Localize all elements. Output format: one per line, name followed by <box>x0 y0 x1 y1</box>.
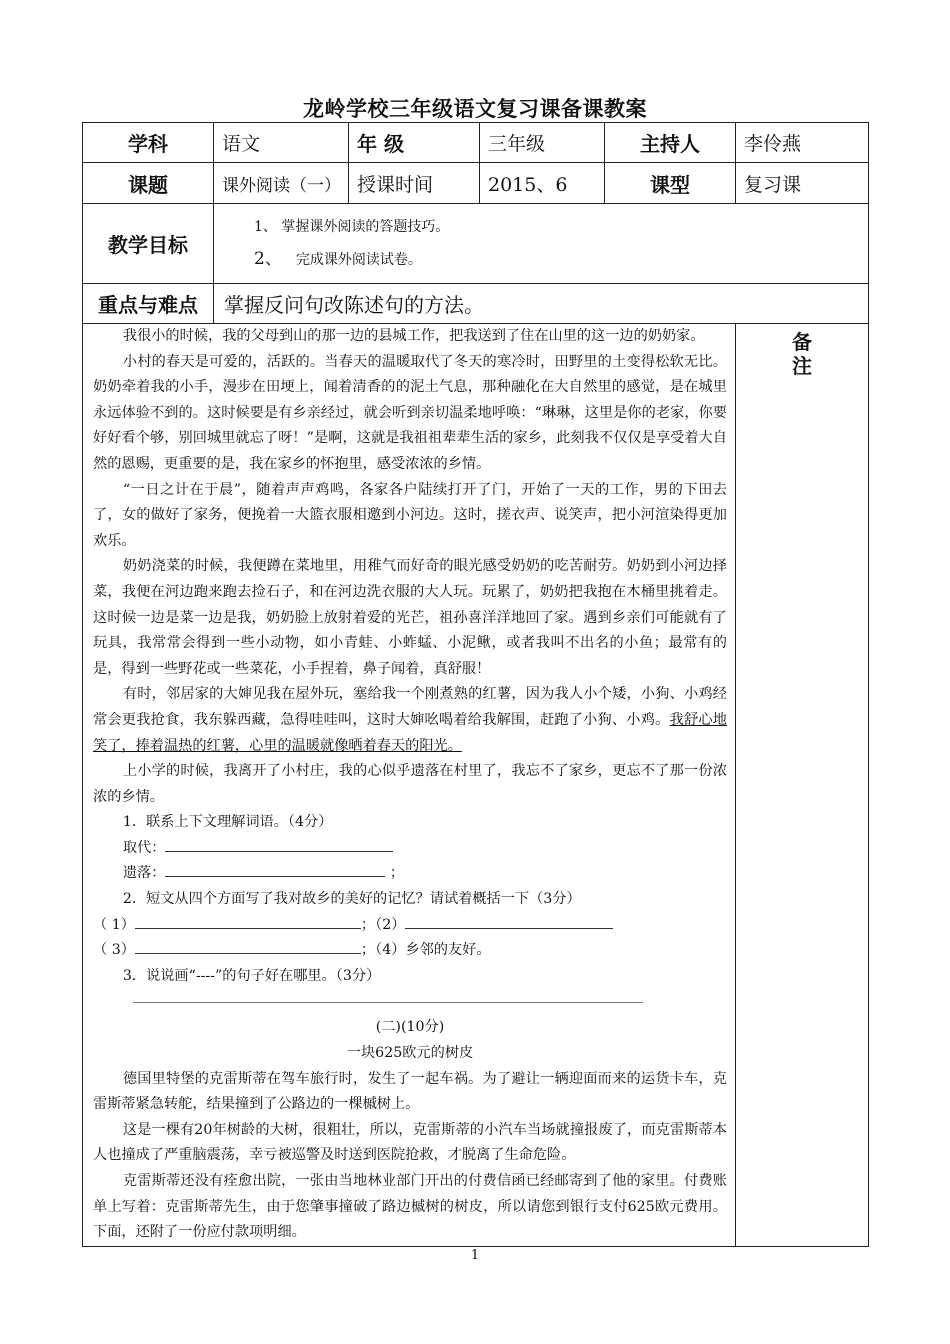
answer-blank[interactable] <box>165 862 385 877</box>
answer-blank[interactable] <box>135 939 361 954</box>
row-key-points <box>83 284 869 324</box>
time-value: 2015、6 <box>480 163 605 204</box>
question-1b <box>93 861 727 887</box>
row-goals <box>83 204 869 284</box>
passage1-paragraph: 奶奶浇菜的时候，我便蹲在菜地里，用稚气而好奇的眼光感受奶奶的吃苦耐劳。奶奶到小河边择菜，我便在河边跑来跑去捡石子，和在河边洗衣服的大人玩。玩累了，奶奶把我抱在木桶里挑着走。这时候一边是菜一边是我，奶奶脸上放射着爱的光芒，祖孙喜洋洋地回了家。遇到乡亲们可能就有了玩具，我常常会得到一些小动物，如小青蛙、小蚱蜢、小泥鳅，或者我叫不出名的小鱼；最常有的是，得到一些野花或一些菜花，小手捏着，鼻子闻着，真舒服！ <box>93 558 727 677</box>
row-topic <box>83 163 869 204</box>
underlined-sentence: 我舒心地笑了，捧着温热的红薯，心里的温暖就像晒着春天的阳光。 <box>93 711 727 754</box>
row-subject <box>83 123 869 163</box>
q1b-end: ； <box>389 865 405 882</box>
passage1-paragraph: 小村的春天是可爱的，活跃的。当春天的温暖取代了冬天的寒冷时，田野里的土变得松软无比。奶奶牵着我的小手，漫步在田埂上，闻着清香的的泥土气息，那种融化在大自然里的感觉，是在城里永远体验不到的。这时候要是有乡亲经过，就会听到亲切温柔地呼唤：“琳琳，这里是你的老家，你要好好看个够，别回城里就忘了呀！”是啊，这就是我祖祖辈辈生活的家乡，此刻我不仅仅是享受着大自然的恩赐，更重要的是，我在家乡的怀抱里，感受浓浓的乡情。 <box>93 353 727 472</box>
page-title: 龙岭学校三年级语文复习课备课教案 <box>303 97 647 121</box>
lesson-plan-table <box>82 122 869 1247</box>
goal-item-2-number: 2、 <box>254 249 282 269</box>
passage1-paragraph: 上小学的时候，我离开了小村庄，我的心似乎遗落在村里了，我忘不了家乡，更忘不了那一份浓浓的乡情。 <box>93 763 727 805</box>
row-content <box>83 324 869 1247</box>
question-1a <box>93 836 727 862</box>
goal-item-2-text: 完成课外阅读试卷。 <box>295 252 422 268</box>
passage1-text: 有时，邻居家的大婶见我在屋外玩，塞给我一个刚煮熟的红薯，因为我人小个矮，小狗、小鸡经常会更我抢食，我东躲西藏，急得哇哇叫，这时大婶吆喝着给我解围，赶跑了小狗、小鸡。 <box>93 686 727 728</box>
passage2-title: 一块625欧元的树皮 <box>346 1045 474 1062</box>
goals-label: 教学目标 <box>83 204 214 284</box>
q1b-label: 遗落： <box>122 865 166 882</box>
answer-blank[interactable] <box>135 914 361 929</box>
passage2-paragraph: 德国里特堡的克雷斯蒂在驾车旅行时，发生了一起车祸。为了避让一辆迎面而来的运货卡车，克雷斯蒂紧急转舵，结果撞到了公路边的一棵槭树上。 <box>93 1070 727 1113</box>
goal-item-1: 1、 掌握课外阅读的答题技巧。 <box>254 219 450 235</box>
remark-column <box>736 324 869 1247</box>
remark-label: 备注 <box>792 330 812 378</box>
q2-2-label: ；（2） <box>360 916 406 933</box>
goal-item-2 <box>214 236 868 279</box>
passage1-paragraph <box>93 682 727 759</box>
topic-label: 课题 <box>83 163 214 204</box>
grade-value: 三年级 <box>480 123 605 163</box>
type-label: 课型 <box>605 163 736 204</box>
q2-1-label: （ 1） <box>93 916 135 933</box>
answer-line[interactable] <box>133 1002 643 1003</box>
host-label: 主持人 <box>605 123 736 163</box>
goals-content <box>214 204 869 284</box>
reading-content <box>83 324 736 1247</box>
passage1-paragraph: “一日之计在于晨”，随着声声鸡鸣，各家各户陆续打开了门，开始了一天的工作，男的下田去了，女的做好了家务，便挽着一大篮衣服相邀到小河边。这时，搓衣声、说笑声，把小河渲染得更加欢乐。 <box>93 481 727 549</box>
question-1: 1．联系上下文理解词语。（4分） <box>122 814 333 831</box>
grade-label: 年 级 <box>349 123 480 163</box>
topic-value: 课外阅读（一） <box>214 163 349 204</box>
time-label: 授课时间 <box>349 163 480 204</box>
passage2-paragraph: 克雷斯蒂还没有痊愈出院，一张由当地林业部门开出的付费信函已经邮寄到了他的家里。付费账单上写着：克雷斯蒂先生，由于您肇事撞破了路边槭树的树皮，所以请您到银行支付625欧元费用。下面，还附了一份应付款项明细。 <box>93 1173 727 1241</box>
q2-3-label: （ 3） <box>93 942 135 959</box>
answer-blank[interactable] <box>405 914 613 929</box>
passage2-paragraph: 这是一棵有20年树龄的大树，很粗壮，所以，克雷斯蒂的小汽车当场就撞报废了，而克雷斯蒂本人也撞成了严重脑震荡，幸亏被巡警及时送到医院抢救，才脱离了生命危险。 <box>93 1121 727 1164</box>
type-value: 复习课 <box>736 163 869 204</box>
question-3: 3．说说画“----”的句子好在哪里。（3分） <box>122 967 381 984</box>
section-heading: (二)(10分) <box>375 1019 445 1036</box>
q1a-label: 取代： <box>122 839 166 856</box>
question-2-answers-b <box>93 938 727 964</box>
subject-value: 语文 <box>214 123 349 163</box>
passage1-paragraph: 我很小的时候，我的父母到山的那一边的县城工作，把我送到了住在山里的这一边的奶奶家。 <box>122 328 705 344</box>
key-points-value: 掌握反问句改陈述句的方法。 <box>214 284 869 324</box>
answer-blank[interactable] <box>165 837 393 852</box>
page-number: 1 <box>470 1248 480 1263</box>
key-points-label: 重点与难点 <box>83 284 214 324</box>
host-value: 李伶燕 <box>736 123 869 163</box>
question-2: 2．短文从四个方面写了我对故乡的美好的记忆？请试着概括一下（3分） <box>122 891 581 908</box>
question-2-answers-a <box>93 913 727 939</box>
q2-4-label: ；（4）乡邻的友好。 <box>360 942 491 959</box>
subject-label: 学科 <box>83 123 214 163</box>
